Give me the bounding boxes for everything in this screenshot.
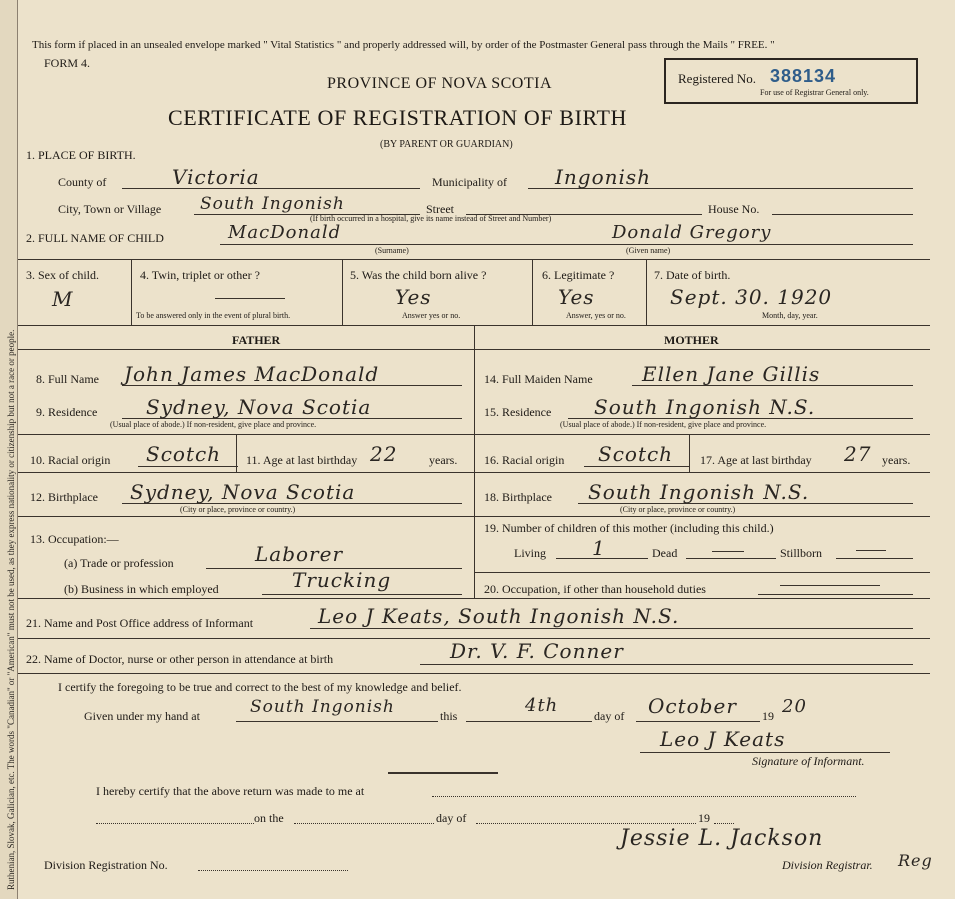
city-label: City, Town or Village — [58, 202, 162, 216]
day-line — [466, 721, 592, 722]
twin-dash — [215, 298, 285, 299]
father-residence-note: (Usual place of abode.) If non-resident, give place and province. — [110, 420, 317, 429]
mother-name: Ellen Jane Gillis — [642, 362, 821, 386]
sex-label: 3. Sex of child. — [26, 268, 99, 282]
alive-value: Yes — [395, 285, 432, 309]
divider-legit — [646, 259, 647, 325]
father-birthplace-label: 12. Birthplace — [30, 490, 98, 504]
child-name-label: 2. FULL NAME OF CHILD — [26, 231, 164, 245]
rule-mother-20 — [474, 572, 930, 573]
rule-father-10 — [18, 434, 474, 435]
divider-alive — [532, 259, 533, 325]
registrar-day-of-label: day of — [436, 811, 467, 825]
county-line — [122, 188, 420, 189]
rule-row3-top — [18, 259, 930, 260]
given-label: Given under my hand at — [84, 709, 200, 723]
doctor-line — [420, 664, 913, 665]
living-value: 1 — [592, 536, 606, 560]
father-occupation-label: 13. Occupation:— — [30, 532, 119, 546]
month-value: October — [648, 694, 737, 718]
informant-label: 21. Name and Post Office address of Informant — [26, 616, 254, 630]
registrar-place-line — [432, 796, 856, 797]
mother-birthplace-label: 18. Birthplace — [484, 490, 552, 504]
on-the-label: on the — [254, 811, 284, 825]
rule-headings — [18, 349, 930, 350]
parents-divider — [474, 325, 475, 598]
father-business-label: (b) Business in which employed — [64, 582, 219, 596]
sex-value: M — [52, 287, 74, 311]
county-label: County of — [58, 175, 107, 189]
registrar-mark: Reg — [898, 851, 933, 870]
mother-children-label: 19. Number of children of this mother (including this child.) — [484, 521, 774, 535]
rule-father-13 — [18, 516, 474, 517]
city-value: South Ingonish — [200, 194, 345, 214]
divider-sex — [131, 259, 132, 325]
certify-statement: I certify the foregoing to be true and correct to the best of my knowledge and belief. — [58, 680, 462, 694]
twin-note: To be answered only in the event of plural birth. — [136, 311, 291, 320]
father-racial-label: 10. Racial origin — [30, 453, 111, 467]
registrar-year-line — [714, 823, 734, 824]
father-age-years: years. — [429, 453, 458, 467]
registered-label: Registered No. — [678, 71, 756, 86]
surname-caption: (Surname) — [375, 246, 409, 255]
father-age: 22 — [370, 442, 398, 466]
rule-father-12 — [18, 472, 474, 473]
registrar-signature-label: Division Registrar. — [782, 858, 873, 872]
mother-birthplace: South Ingonish N.S. — [588, 480, 810, 504]
father-business: Trucking — [292, 568, 392, 592]
father-age-label: 11. Age at last birthday — [246, 453, 358, 467]
mother-occupation-line — [758, 594, 913, 595]
side-note: Ruthenian, Slovak, Galician, etc. The words "Canadian" or "American" must not be used, as they express nationality or citizenship but not a race or people. — [6, 329, 16, 890]
dob-value: Sept. 30. 1920 — [670, 285, 833, 309]
month-line — [636, 721, 760, 722]
child-name-line — [220, 244, 913, 245]
municipality-label: Municipality of — [432, 175, 507, 189]
division-registration-line — [198, 870, 348, 871]
year-suffix: 20 — [782, 696, 807, 717]
stillborn-line — [836, 558, 913, 559]
child-given-name: Donald Gregory — [612, 222, 772, 243]
mother-age-years: years. — [882, 453, 911, 467]
mother-age-divider — [689, 434, 690, 472]
mother-racial-line — [584, 466, 689, 467]
mother-residence: South Ingonish N.S. — [594, 395, 816, 419]
registrar-month-line — [476, 823, 696, 824]
doctor-label: 22. Name of Doctor, nurse or other person in attendance at birth — [26, 652, 334, 666]
postal-notice: This form if placed in an unsealed envelope marked " Vital Statistics " and properly addressed will, by order of the Postmaster General pass through the Mails " FREE. " — [32, 39, 775, 51]
mother-birthplace-note: (City or place, province or country.) — [620, 505, 736, 514]
county-value: Victoria — [172, 165, 260, 189]
registrar-statement: I hereby certify that the above return was made to me at — [96, 784, 365, 798]
mother-residence-label: 15. Residence — [484, 405, 552, 419]
given-place: South Ingonish — [250, 697, 395, 717]
rule-mother-19 — [474, 516, 930, 517]
informant-signature: Leo J Keats — [660, 727, 786, 751]
informant-line — [310, 628, 913, 629]
alive-note: Answer yes or no. — [402, 311, 461, 320]
certificate-title: CERTIFICATE OF REGISTRATION OF BIRTH — [168, 105, 627, 130]
division-registration-label: Division Registration No. — [44, 858, 168, 872]
father-racial-line — [138, 466, 238, 467]
rule-informant-top — [18, 598, 930, 599]
mother-racial-label: 16. Racial origin — [484, 453, 565, 467]
registered-number: 388134 — [770, 66, 837, 86]
dob-note: Month, day, year. — [762, 311, 818, 320]
hospital-note: (If birth occurred in a hospital, give its name instead of Street and Number) — [310, 214, 552, 223]
registrar-year-prefix: 19 — [698, 811, 710, 825]
mother-age-label: 17. Age at last birthday — [700, 453, 812, 467]
mother-occupation-label: 20. Occupation, if other than household duties — [484, 582, 706, 596]
side-strip — [0, 0, 18, 899]
doctor-value: Dr. V. F. Conner — [450, 639, 624, 663]
informant-signature-label: Signature of Informant. — [752, 754, 865, 768]
legit-value: Yes — [558, 285, 595, 309]
form-number: FORM 4. — [44, 56, 91, 70]
child-surname: MacDonald — [228, 222, 342, 243]
stillborn-label: Stillborn — [780, 546, 823, 560]
registrar-use-note: For use of Registrar General only. — [760, 88, 869, 97]
dob-label: 7. Date of birth. — [654, 268, 731, 282]
house-line — [772, 214, 913, 215]
separator-line — [388, 772, 498, 774]
alive-label: 5. Was the child born alive ? — [350, 268, 487, 282]
province-title: PROVINCE OF NOVA SCOTIA — [327, 75, 553, 92]
legit-label: 6. Legitimate ? — [542, 268, 615, 282]
father-birthplace-note: (City or place, province or country.) — [180, 505, 296, 514]
house-label: House No. — [708, 202, 760, 216]
street-label: Street — [426, 202, 454, 216]
mother-name-label: 14. Full Maiden Name — [484, 372, 593, 386]
father-residence: Sydney, Nova Scotia — [146, 395, 372, 419]
informant-signature-line — [640, 752, 890, 753]
father-heading: FATHER — [232, 333, 281, 347]
father-trade-label: (a) Trade or profession — [64, 556, 174, 570]
father-birthplace: Sydney, Nova Scotia — [130, 480, 356, 504]
legit-note: Answer, yes or no. — [566, 311, 626, 320]
father-trade: Laborer — [255, 542, 344, 566]
rule-mother-16 — [474, 434, 930, 435]
father-name-label: 8. Full Name — [36, 372, 99, 386]
living-label: Living — [514, 546, 546, 560]
father-residence-label: 9. Residence — [36, 405, 98, 419]
father-business-line — [262, 594, 462, 595]
given-place-line — [236, 721, 438, 722]
day-of-label: day of — [594, 709, 625, 723]
father-racial: Scotch — [146, 442, 222, 466]
stillborn-dash — [856, 550, 886, 551]
informant-value: Leo J Keats, South Ingonish N.S. — [318, 604, 680, 628]
divider-twin — [342, 259, 343, 325]
mother-heading: MOTHER — [664, 333, 719, 347]
municipality-value: Ingonish — [555, 165, 652, 189]
mother-age: 27 — [844, 442, 872, 466]
given-name-caption: (Given name) — [626, 246, 671, 255]
place-of-birth-label: 1. PLACE OF BIRTH. — [26, 148, 136, 162]
dead-dash — [712, 551, 744, 552]
day-value: 4th — [525, 695, 559, 716]
twin-label: 4. Twin, triplet or other ? — [140, 268, 260, 282]
rule-mother-18 — [474, 472, 930, 473]
mother-residence-note: (Usual place of abode.) If non-resident, give place and province. — [560, 420, 767, 429]
father-name: John James MacDonald — [124, 362, 380, 386]
certificate-subtitle: (BY PARENT OR GUARDIAN) — [380, 139, 513, 150]
this-label: this — [440, 709, 458, 723]
registrar-left-line — [96, 823, 254, 824]
year-prefix: 19 — [762, 709, 774, 723]
registrar-day-line — [294, 823, 434, 824]
dead-line — [686, 558, 776, 559]
mother-occupation-dash — [780, 585, 880, 586]
registrar-signature: Jessie L. Jackson — [620, 826, 824, 851]
rule-certify-top — [18, 673, 930, 674]
father-age-divider — [236, 434, 237, 472]
mother-racial: Scotch — [598, 442, 674, 466]
dead-label: Dead — [652, 546, 678, 560]
